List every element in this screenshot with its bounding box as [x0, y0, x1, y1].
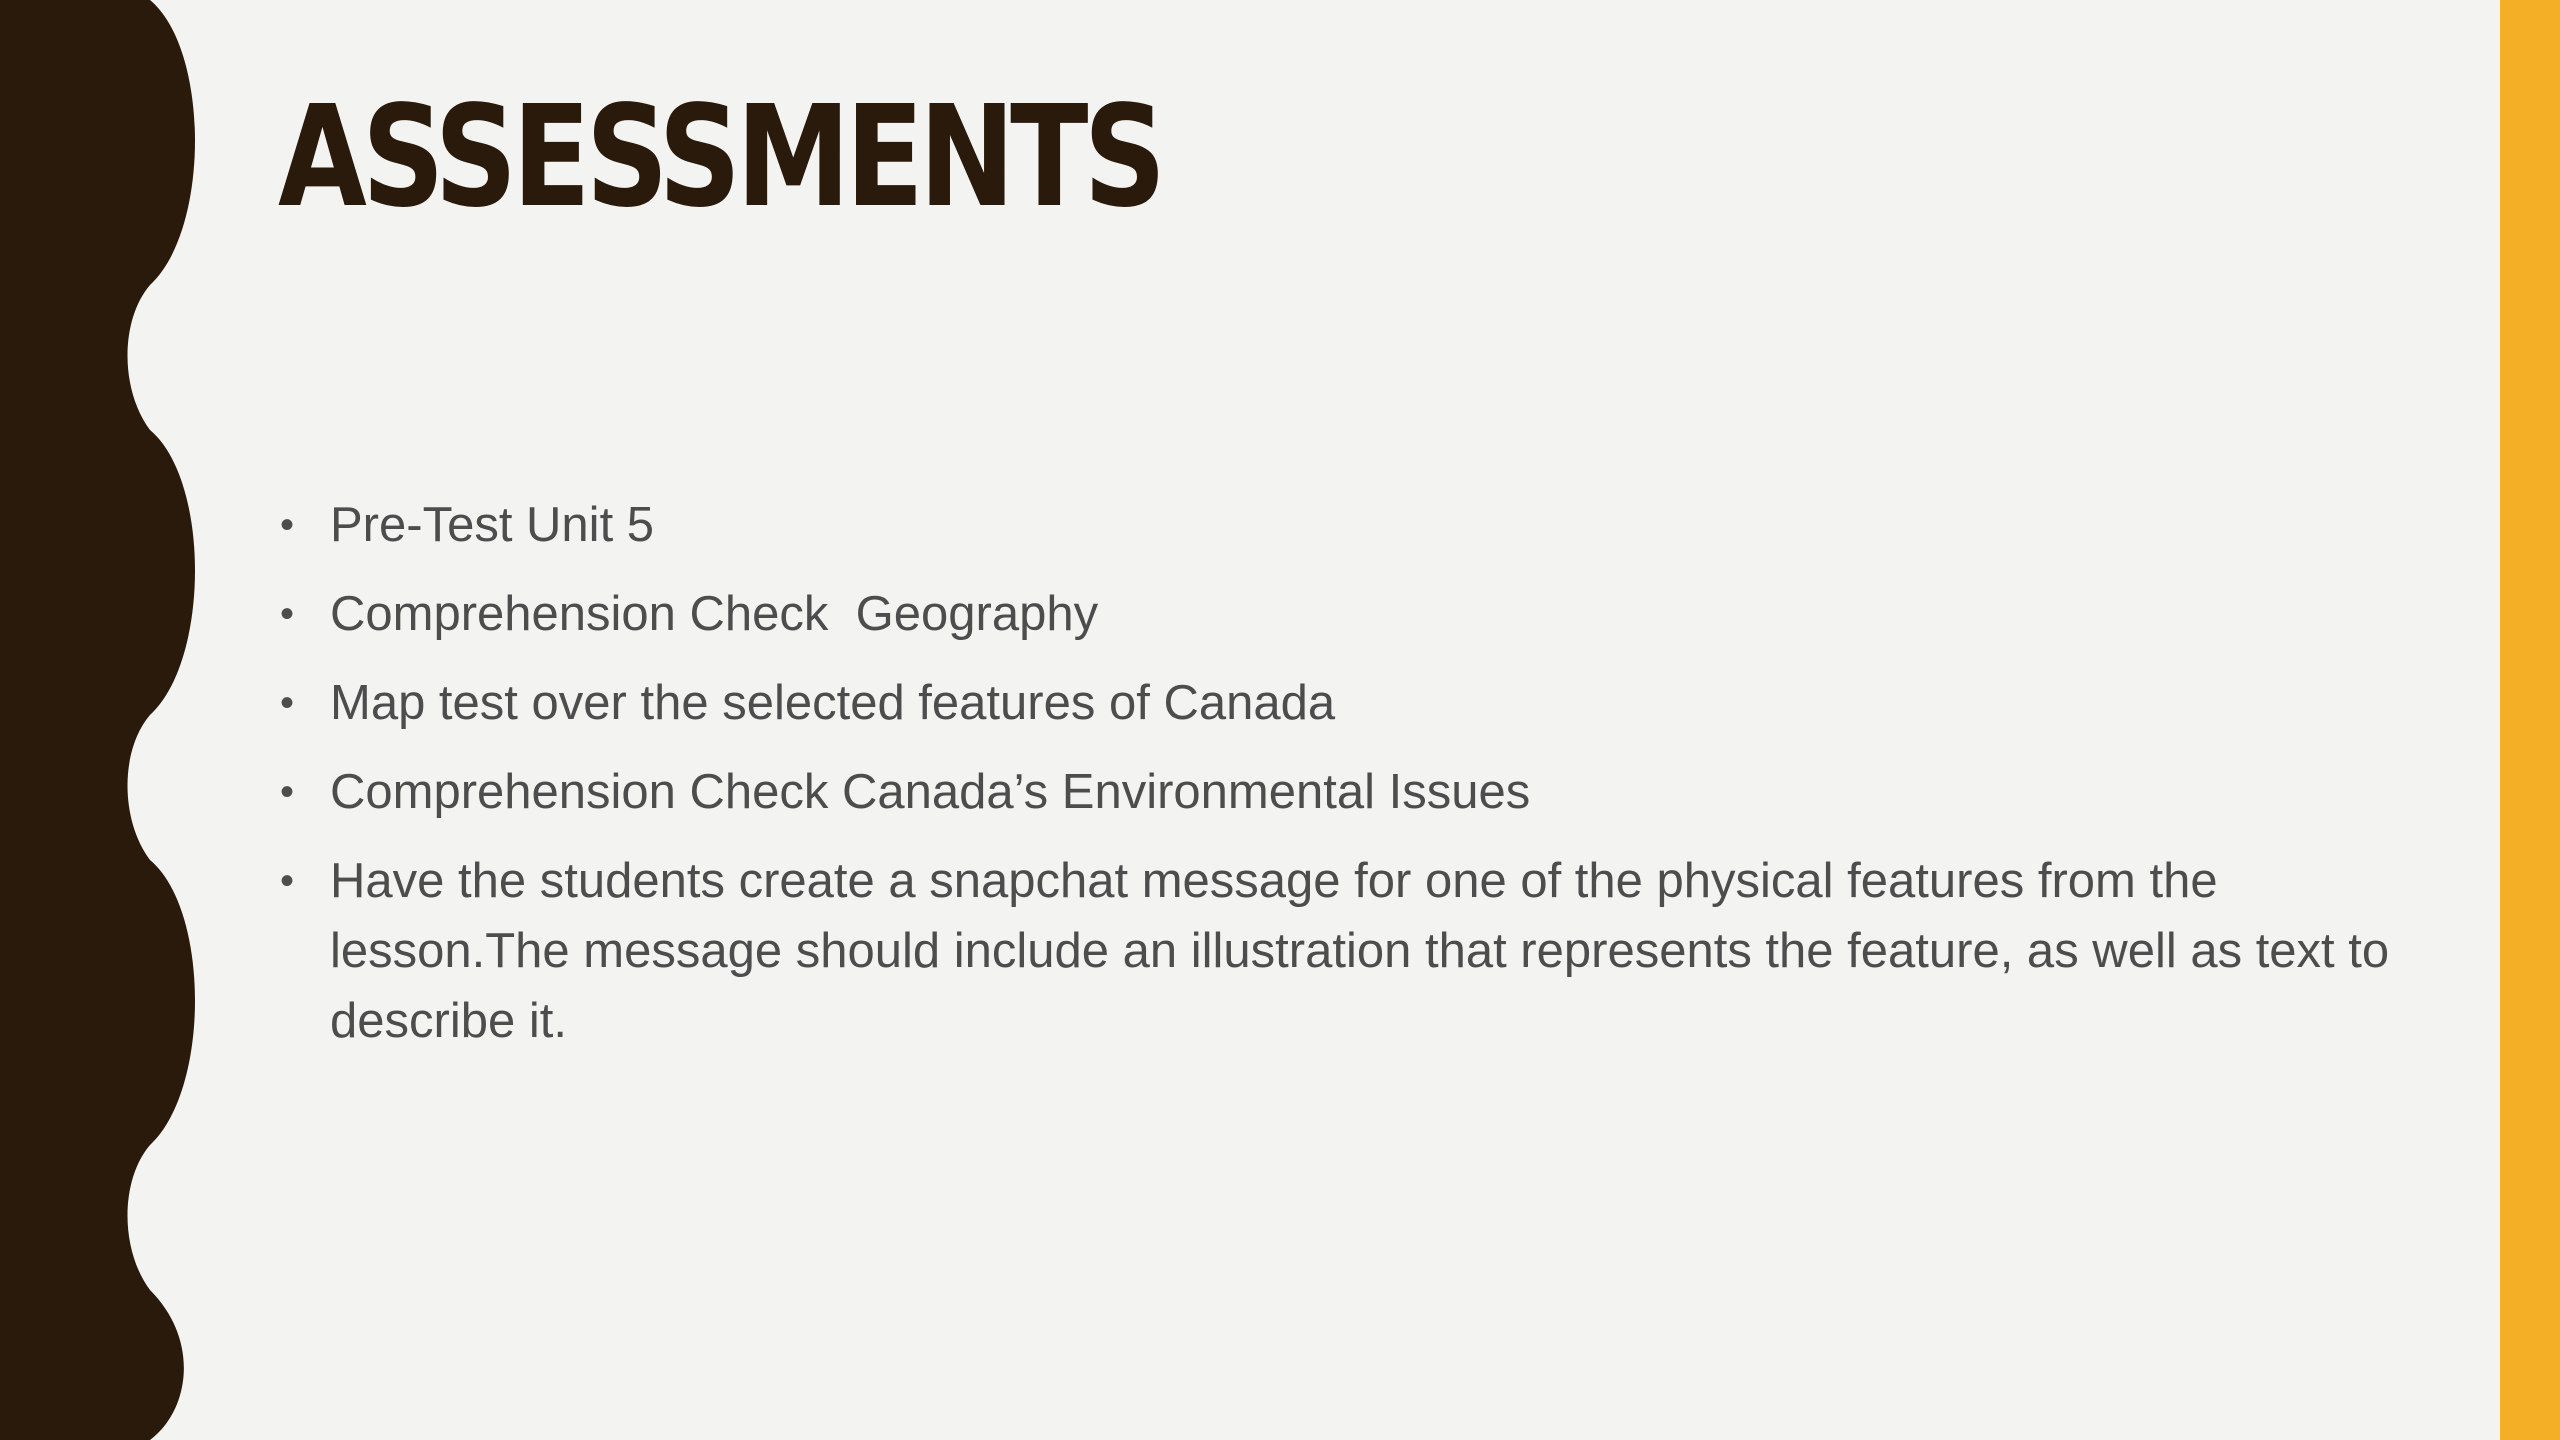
bullet-item — [278, 579, 2418, 649]
bullet-text: Pre-Test Unit 5 — [330, 498, 655, 552]
bullet-list — [278, 490, 2418, 1075]
bullet-dot-icon: • — [280, 770, 295, 814]
bullet-text: Comprehension Check Canada’s Environmental Issues — [330, 765, 1531, 819]
left-wavy-band — [0, 0, 200, 1440]
bullet-text: Have the students create a snapchat message for one of the physical features from the lesson.The message should include an illustration that represents the feature, as well as text to describe it. — [330, 854, 2390, 1048]
bullet-dot-icon: • — [280, 859, 295, 903]
bullet-dot-icon: • — [280, 681, 295, 725]
bullet-dot-icon: • — [280, 503, 295, 547]
bullet-item — [278, 757, 2418, 827]
bullet-item — [278, 490, 2418, 560]
right-accent-bar — [2500, 0, 2560, 1440]
bullet-dot-icon: • — [280, 592, 295, 636]
bullet-item — [278, 668, 2418, 738]
bullet-text: Comprehension Check Geography — [330, 587, 1099, 641]
bullet-text: Map test over the selected features of Canada — [330, 676, 1336, 730]
bullet-item — [278, 846, 2418, 1056]
slide-title: ASSESSMENTS — [278, 76, 1162, 239]
